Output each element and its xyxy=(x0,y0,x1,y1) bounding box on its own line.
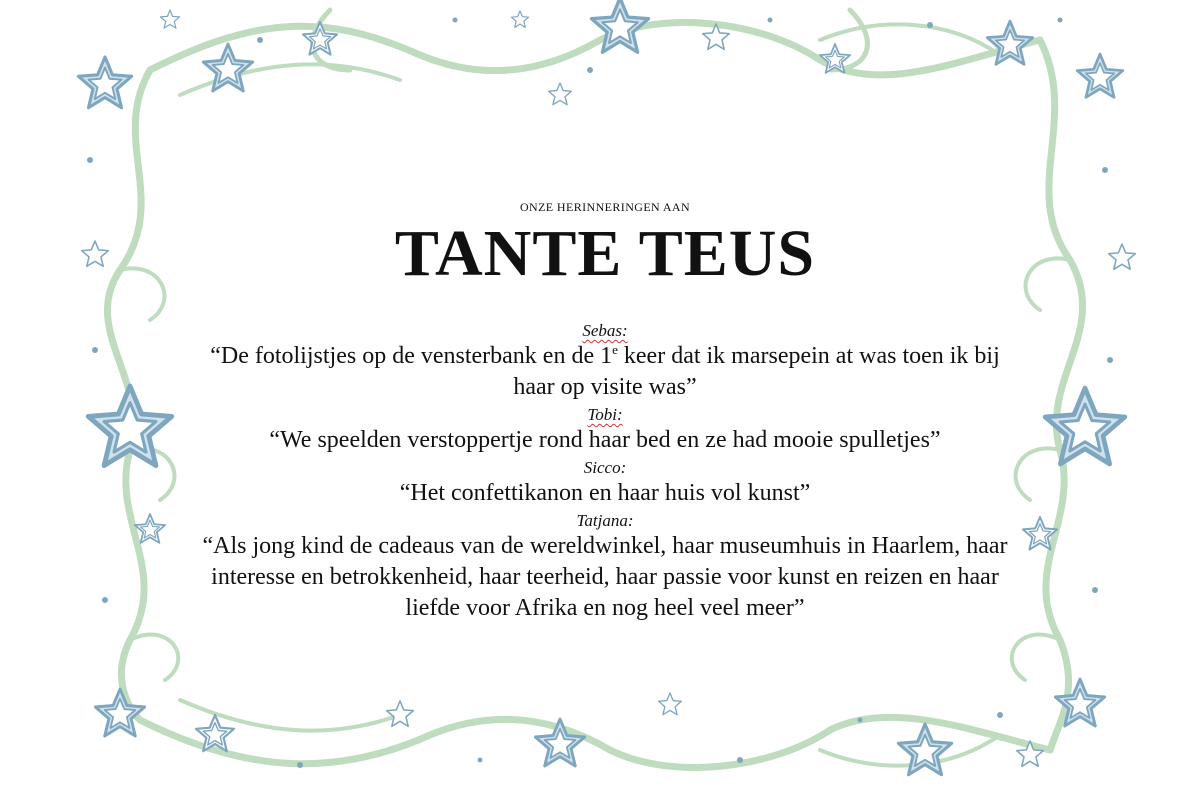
swirl-vine xyxy=(820,24,1000,55)
memory-tatjana xyxy=(190,511,1020,624)
sparkle-dot xyxy=(1092,587,1098,593)
sparkle-dot xyxy=(257,37,263,43)
memory-quote: “Als jong kind de cadeaus van de wereldwinkel, haar museumhuis in Haarlem, haar interesse en betrokkenheid, haar teerheid, haar passie voor kunst en reizen en haar liefde voor Afrika en nog heel veel meer” xyxy=(202,533,1008,621)
author-name: Sebas: xyxy=(582,321,628,340)
sparkle-dot xyxy=(587,67,593,73)
star-icon xyxy=(95,689,144,736)
star-icon xyxy=(549,83,572,105)
swirl-vine xyxy=(130,635,178,680)
sparkle-dot xyxy=(87,157,93,163)
page-title: TANTE TEUS xyxy=(394,217,816,290)
swirl-vine xyxy=(1012,635,1060,680)
sparkle-dot xyxy=(1107,357,1113,363)
memory-quote: “De fotolijstjes op de vensterbank en de 1e keer dat ik marsepein at was toen ik bij haar op visite was” xyxy=(210,342,1000,400)
star-icon xyxy=(387,701,414,726)
sparkle-dot xyxy=(997,712,1003,718)
sparkle-dot xyxy=(1058,18,1063,23)
star-icon xyxy=(511,11,528,27)
swirl-vine xyxy=(1016,448,1060,500)
sparkle-dot xyxy=(858,718,863,723)
sparkle-dot xyxy=(478,758,483,763)
swirl-vine xyxy=(1040,40,1083,750)
star-icon xyxy=(82,241,109,266)
sparkle-dot xyxy=(1102,167,1108,173)
swirl-vine xyxy=(120,268,164,320)
subtitle: ONZE HERINNERINGEN AAN xyxy=(519,200,691,214)
sparkle-dot xyxy=(297,762,303,768)
sparkle-dot xyxy=(927,22,933,28)
author-name: Tatjana: xyxy=(576,511,634,530)
star-icon xyxy=(987,21,1033,64)
memory-quote: “We speelden verstoppertje rond haar bed en ze had mooie spulletjes” xyxy=(269,427,941,453)
star-icon xyxy=(161,10,180,28)
sparkle-dot xyxy=(737,757,743,763)
sparkle-dot xyxy=(453,18,458,23)
memory-tobi xyxy=(190,405,1020,456)
star-icon xyxy=(78,57,131,108)
star-icon xyxy=(592,0,649,52)
author-name: Sicco: xyxy=(583,458,627,477)
star-icon xyxy=(659,693,682,715)
document-body xyxy=(190,200,1020,626)
sparkle-dot xyxy=(768,18,773,23)
memory-quote: “Het confettikanon en haar huis vol kunst” xyxy=(399,480,811,506)
memory-sicco xyxy=(190,458,1020,509)
author-name: Tobi: xyxy=(587,405,623,424)
memory-sebas xyxy=(190,321,1020,403)
sparkle-dot xyxy=(92,347,98,353)
swirl-vine xyxy=(1026,258,1070,310)
star-icon xyxy=(1109,244,1136,269)
star-icon xyxy=(1077,54,1123,97)
sparkle-dot xyxy=(102,597,108,603)
